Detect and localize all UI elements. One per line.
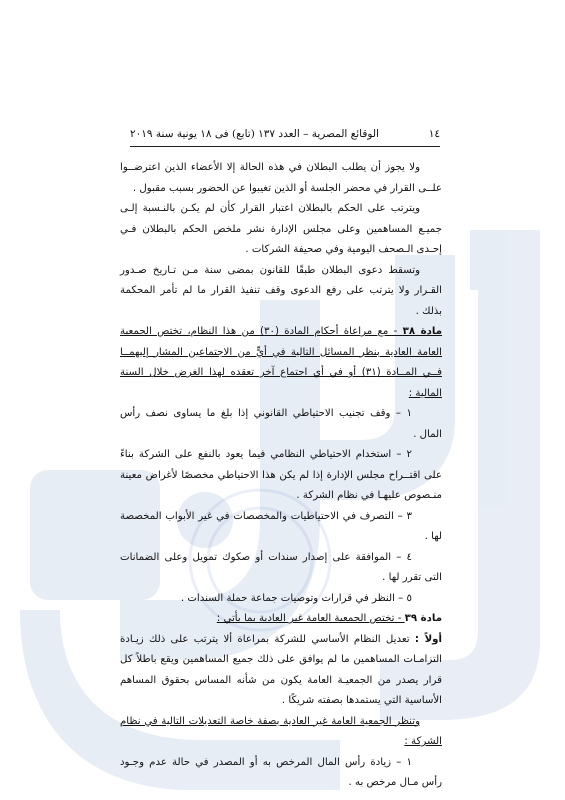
list-item: ١ – زيادة رأس المال المرخص به أو المصدر في حالة عدم وجـود رأس مـال مرخص به .: [120, 756, 442, 788]
article-text: - تختص الجمعية العامة غير العادية بما يأتي :: [216, 613, 405, 624]
header-title: الوقائع المصرية – العدد ١٣٧ (تابع) فى ١٨ يونية سنة ٢٠١٩: [130, 128, 379, 140]
document-body: [120, 158, 442, 794]
paragraph: ويترتب على الحكم بالبطلان اعتبار القرار كأن لم يكـن بالنـسبة إلـى جميـع المساهمين وعلى مجلس الإدارة نشر ملخص الحكم بالبطلان فـي إحـدى الـصحف اليومية وفي صحيفة الشركات .: [120, 203, 442, 255]
article-38: [120, 322, 442, 404]
article-39: [120, 609, 442, 630]
list-item: ٥ – النظر في قرارات وتوصيات جماعة حملة السندات .: [180, 592, 412, 604]
header-divider: [130, 146, 440, 147]
article-label: مادة ٣٨: [402, 326, 443, 337]
list-item: ٤ – الموافقة على إصدار سندات أو صكوك تمويل وعلى الضمانات التى تقرر لها .: [120, 551, 442, 583]
first-clause: [120, 630, 442, 712]
list-item: ٢ – استخدام الاحتياطي النظامي فيما يعود بالنفع على الشركة بناءً على اقتــراح مجلس الإدارة إذا لم يكن هذا الاحتياطي مخصصًا لأغراض معينة منـصوص عليهـا في نظام الشركة .: [120, 449, 442, 501]
list-item: ٣ – التصرف في الاحتياطيات والمخصصات في غير الأبواب المخصصة لها .: [120, 510, 442, 542]
page-number: ١٤: [428, 128, 440, 140]
paragraph: ولا يجوز أن يطلب البطلان في هذه الحالة إلا الأعضاء الذين اعترضــوا علــى القرار في محضر الجلسة أو الذين تغيبوا عن الحضور بسبب مقبول .: [120, 162, 442, 194]
article-text: - مع مراعاة أحكام المادة (٣٠) من هذا النظام، تختص الجمعية العامة العادية بنظر المسائل التالية في أيٍّ من الاجتماعين المشار إليهمــا فــي المــادة (٣١) أو في أي اجتماع آخر تعقده لهذا الغرض خلال السنة المالية :: [120, 326, 442, 399]
clause-label: أولاً :: [414, 633, 442, 645]
paragraph: وتنظر الجمعية العامة غير العادية بصفة خاصة التعديلات التالية في نظام الشركة :: [120, 715, 442, 747]
page-header: [130, 128, 440, 140]
clause-text: تعديل النظام الأساسي للشركة بمراعاة ألا يترتب على ذلك زيـادة التزامـات المساهمين ما لم يوافق على ذلك جميع المساهمين ويقع باطلاً كل قرار يصدر من الجمعيـة العامة يكون من شأنه المساس بحقوق المساهم الأساسية التي يستمدها بصفته شريكًا .: [120, 633, 442, 706]
article-label: مادة ٣٩: [404, 613, 442, 624]
list-item: ١ – وقف تجنيب الاحتياطي القانوني إذا بلغ ما يساوى نصف رأس المال .: [120, 408, 442, 440]
paragraph: وتسقط دعوى البطلان طبقًا للقانون بمضى سنة مـن تـاريخ صـدور القـرار ولا يترتب على رفع الدعوى وقف تنفيذ القرار ما لم تأمر المحكمة بذلك .: [120, 264, 442, 317]
